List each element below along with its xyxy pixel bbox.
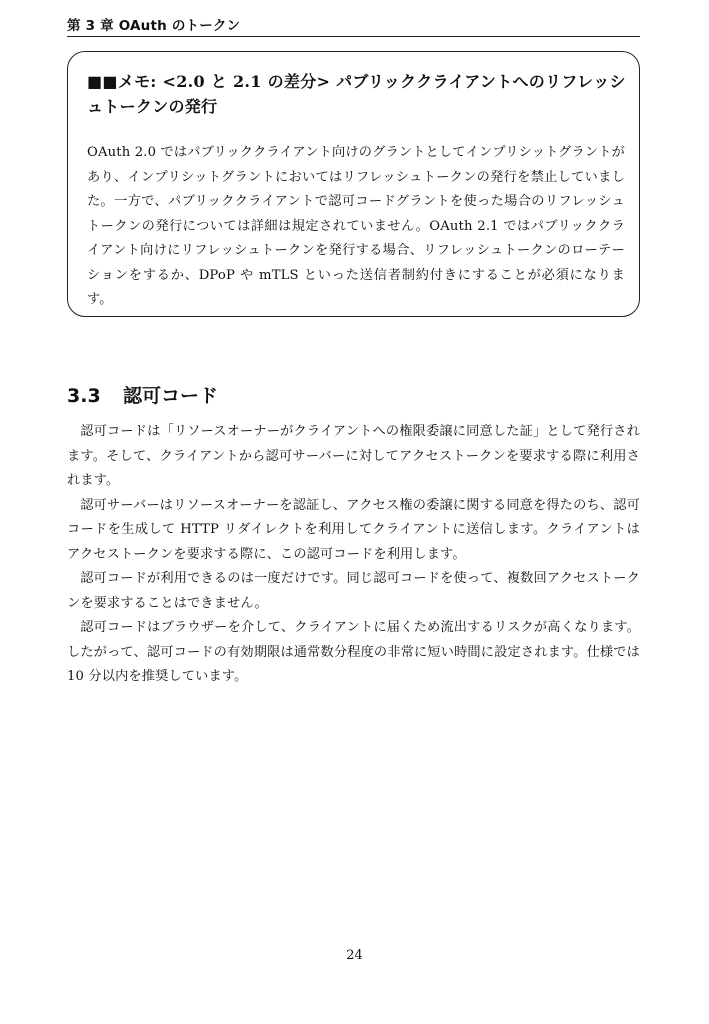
page-number: 24 xyxy=(346,948,363,963)
section-heading xyxy=(67,383,218,409)
running-header xyxy=(67,14,640,37)
memo-body: OAuth 2.0 ではパブリッククライアント向けのグラントとしてインプリシットグラントがあり、インプリシットグラントにおいてはリフレッシュトークンの発行を禁止していました。一方で、パブリッククライアントで認可コードグラントを使った場合のリフレッシュトークンの発行については詳細は規定されていません。OAuth 2.1 ではパブリッククライアント向けにリフレッシュトークンを発行する場合、リフレッシュトークンのローテーションをするか、DPoP や mTLS といった送信者制約付きにすることが必須になります。 xyxy=(87,145,625,307)
memo-box xyxy=(67,51,640,317)
section-title: 認可コード xyxy=(123,385,219,407)
memo-title: ■■メモ: <2.0 と 2.1 の差分> パブリッククライアントへのリフレッシュトークンの発行 xyxy=(87,72,626,116)
body-paragraph-1: 認可コードは「リソースオーナーがクライアントへの権限委譲に同意した証」として発行されます。そして、クライアントから認可サーバーに対してアクセストークンを要求する際に利用されます。 xyxy=(67,424,640,488)
body-paragraph-4: 認可コードはブラウザーを介して、クライアントに届くため流出するリスクが高くなります。したがって、認可コードの有効期限は通常数分程度の非常に短い時間に設定されます。仕様では 10 分以内を推奨しています。 xyxy=(67,620,640,684)
section-number: 3.3 xyxy=(67,385,101,407)
section-body xyxy=(67,420,640,690)
body-paragraph-3: 認可コードが利用できるのは一度だけです。同じ認可コードを使って、複数回アクセストークンを要求することはできません。 xyxy=(67,571,640,611)
body-paragraph-2: 認可サーバーはリソースオーナーを認証し、アクセス権の委譲に関する同意を得たのち、認可コードを生成して HTTP リダイレクトを利用してクライアントに送信します。クライアントはアクセストークンを要求する際に、この認可コードを利用します。 xyxy=(67,497,640,562)
chapter-title: 第 3 章 OAuth のトークン xyxy=(67,18,241,34)
